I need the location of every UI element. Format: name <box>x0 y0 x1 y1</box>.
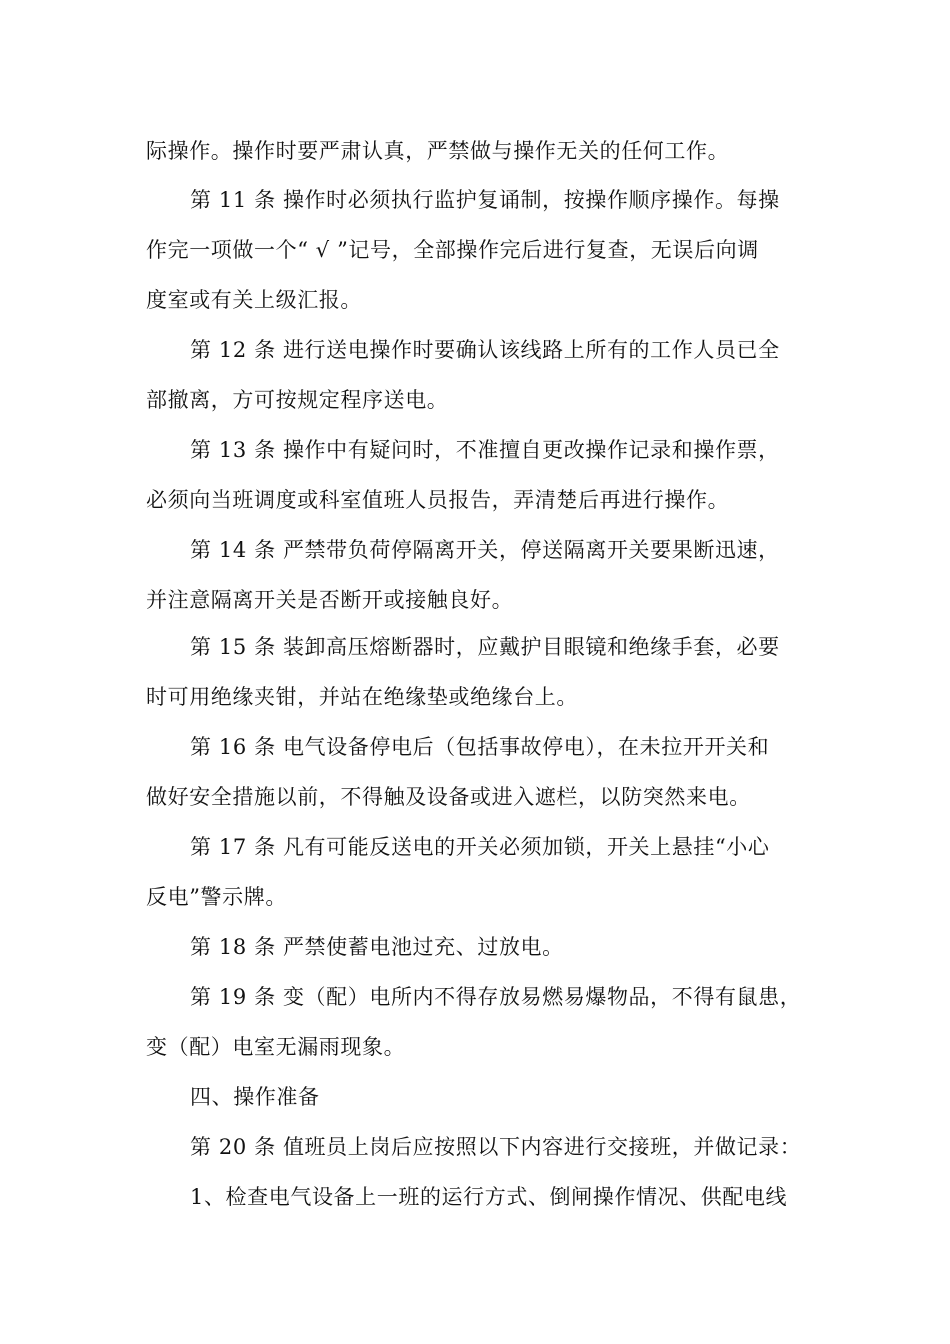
text-line: 时可用绝缘夹钳，并站在绝缘垫或绝缘台上。 <box>146 685 578 709</box>
text-line: 作完一项做一个“ √ ”记号，全部操作完后进行复查，无误后向调 <box>146 238 759 262</box>
section-heading: 四、操作准备 <box>190 1085 320 1109</box>
article-19-line: 第 19 条 变（配）电所内不得存放易燃易爆物品，不得有鼠患， <box>190 985 802 1009</box>
list-item-line: 1、检查电气设备上一班的运行方式、倒闸操作情况、供配电线 <box>190 1185 788 1209</box>
text-line: 反电”警示牌。 <box>146 885 287 909</box>
article-17-line: 第 17 条 凡有可能反送电的开关必须加锁，开关上悬挂“小心 <box>190 835 770 859</box>
text-line: 际操作。操作时要严肃认真，严禁做与操作无关的任何工作。 <box>146 139 730 163</box>
article-15-line: 第 15 条 装卸高压熔断器时，应戴护目眼镜和绝缘手套，必要 <box>190 635 780 659</box>
article-12-line: 第 12 条 进行送电操作时要确认该线路上所有的工作人员已全 <box>190 338 780 362</box>
article-16-line: 第 16 条 电气设备停电后（包括事故停电），在未拉开开关和 <box>190 735 770 759</box>
article-14-line: 第 14 条 严禁带负荷停隔离开关，停送隔离开关要果断迅速， <box>190 538 780 562</box>
text-line: 做好安全措施以前，不得触及设备或进入遮栏，以防突然来电。 <box>146 785 751 809</box>
text-line: 必须向当班调度或科室值班人员报告，弄清楚后再进行操作。 <box>146 488 730 512</box>
text-line: 度室或有关上级汇报。 <box>146 288 362 312</box>
article-18-line: 第 18 条 严禁使蓄电池过充、过放电。 <box>190 935 564 959</box>
article-13-line: 第 13 条 操作中有疑问时，不准擅自更改操作记录和操作票， <box>190 438 780 462</box>
article-20-line: 第 20 条 值班员上岗后应按照以下内容进行交接班，并做记录： <box>190 1135 802 1159</box>
text-line: 并注意隔离开关是否断开或接触良好。 <box>146 588 514 612</box>
text-line: 变（配）电室无漏雨现象。 <box>146 1035 406 1059</box>
text-line: 部撤离，方可按规定程序送电。 <box>146 388 449 412</box>
article-11-line: 第 11 条 操作时必须执行监护复诵制，按操作顺序操作。每操 <box>190 188 780 212</box>
